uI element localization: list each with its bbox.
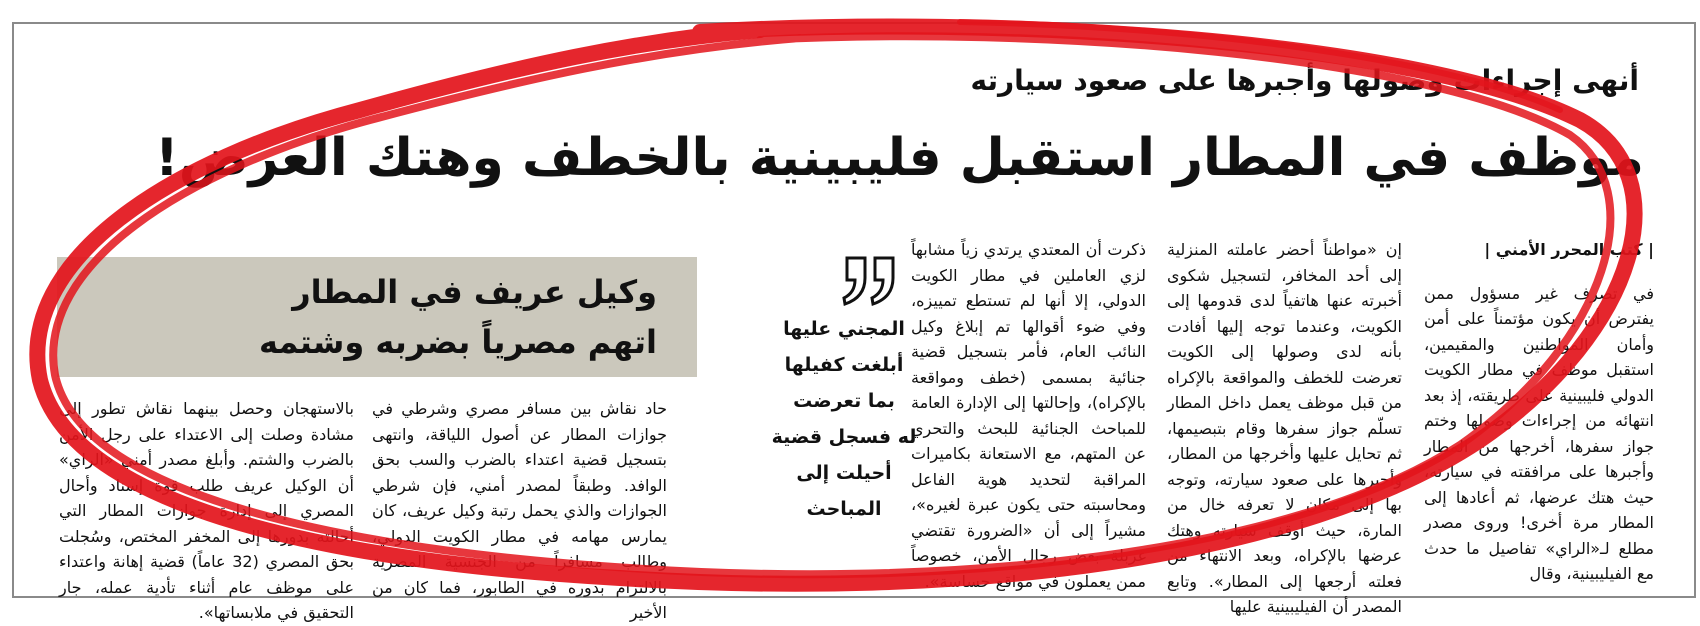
sidebar-title-box <box>57 257 697 377</box>
article-headline: موظف في المطار استقبل فليبينية بالخطف وهتك العرض! <box>155 128 1644 188</box>
article-kicker: أنهى إجراءات وصولها وأجبرها على صعود سيارته <box>970 64 1639 97</box>
sidebar-column-2 <box>59 396 354 622</box>
sidebar-column-2-text: بالاستهجان وحصل بينهما نقاش تطور إلى مشادة وصلت إلى الاعتداء على رجل الأمن بالضرب والشتم. وأبلغ مصدر أمني «الراي» أن الوكيل عريف طلب قوة إسناد وأحال المصري إلى إدارة جوازات المطار التي أحالته بدورها إلى المخفر المختص، وسُجلت بحق المصري (32 عاماً) قضية إهانة واعتداء على موظف عام أثناء تأدية عمله، جار التحقيق في ملابساتها». <box>59 399 354 622</box>
byline: | كتب المحرر الأمني | <box>1484 240 1654 259</box>
pull-quote <box>759 311 929 527</box>
article-column-2 <box>1167 237 1402 616</box>
article-column-3 <box>911 237 1146 591</box>
pull-quote-line: بما تعرضت <box>793 390 895 412</box>
newspaper-clipping <box>12 22 1696 622</box>
pull-quote-line: أحيلت إلى المباحث <box>796 462 892 520</box>
article-column-2-text: إن «مواطناً أحضر عاملته المنزلية إلى أحد المخافر، لتسجيل شكوى أخبرته عنها هاتفياً لدى قدومها إلى الكويت، وعندما توجه إليها أفادت بأنه لدى وصولها إلى الكويت تعرضت للخطف والمواقعة بالإكراه من قبل موظف يعمل داخل المطار تسلّم جواز سفرها وقام بتبصيمها، ثم تحايل عليها وأخرجها من المطار، وأجبرها على صعود سيارته، وتوجه بها إلى مكان لا تعرفه خال من المارة، حيث أوقف سيارته وهتك عرضها بالإكراه، وبعد الانتهاء من فعلته أرجعها إلى المطار». وتابع المصدر أن الفيليبينية عليها <box>1167 240 1402 616</box>
sidebar-title-line-1: وكيل عريف في المطار <box>292 273 657 311</box>
pull-quote-line: له فسجل قضية <box>771 426 917 448</box>
article-column-1 <box>1424 237 1654 583</box>
sidebar-column-1-text: حاد نقاش بين مسافر مصري وشرطي في جوازات المطار عن أصول اللياقة، وانتهى بتسجيل قضية اعتداء بالضرب والسب بحق الوافد. وطبقاً لمصدر أمني، فإن شرطي الجوازات والذي يحمل رتبة وكيل عريف، كان يمارس مهامه في مطار الكويت الدولي، وطالب مسافراً من الجنسية المصرية بالالتزام بدوره في الطابور، فما كان من الأخير <box>372 399 667 622</box>
sidebar-title-line-2: اتهم مصرياً بضربه وشتمه <box>258 323 657 361</box>
article-column-3-text: ذكرت أن المعتدي يرتدي زياً مشابهاً لزي العاملين في مطار الكويت الدولي، إلا أنها لم تستطع تمييزه، وفي ضوء أقوالها تم إبلاغ وكيل النائب العام، فأمر بتسجيل قضية جنائية بمسمى (خطف ومواقعة بالإكراه)، وإحالتها إلى الإدارة العامة للمباحث الجنائية للبحث والتحري عن المتهم، مع الاستعانة بكاميرات المراقبة لتحديد هوية الفاعل ومحاسبته حتى يكون عبرة لغيره»، مشيراً إلى أن «الضرورة تقتضي غربلة بعض رجال الأمن، خصوصاً ممن يعملون في مواقع حساسة». <box>911 240 1146 591</box>
quote-mark-icon <box>841 256 901 306</box>
sidebar-column-1 <box>372 396 667 622</box>
pull-quote-line: المجني عليها <box>783 318 905 340</box>
article-column-1-text: في تصرف غير مسؤول ممن يفترض أن يكون مؤتمناً على أمن وأمان المواطنين والمقيمين، استقبل موظف في مطار الكويت الدولي فليبينية على طريقته، إذ بعد انتهائه من إجراءات وصولها وختم جواز سفرها، أخرجها من المطار وأجبرها على مرافقته في سيارته، حيث هتك عرضها، ثم أعادها إلى المطار مرة أخرى! وروى مصدر مطلع لـ«الراي» تفاصيل ما حدث مع الفيليبينية، وقال <box>1424 283 1654 583</box>
pull-quote-line: أبلغت كفيلها <box>784 354 904 376</box>
sidebar-title <box>259 267 657 367</box>
